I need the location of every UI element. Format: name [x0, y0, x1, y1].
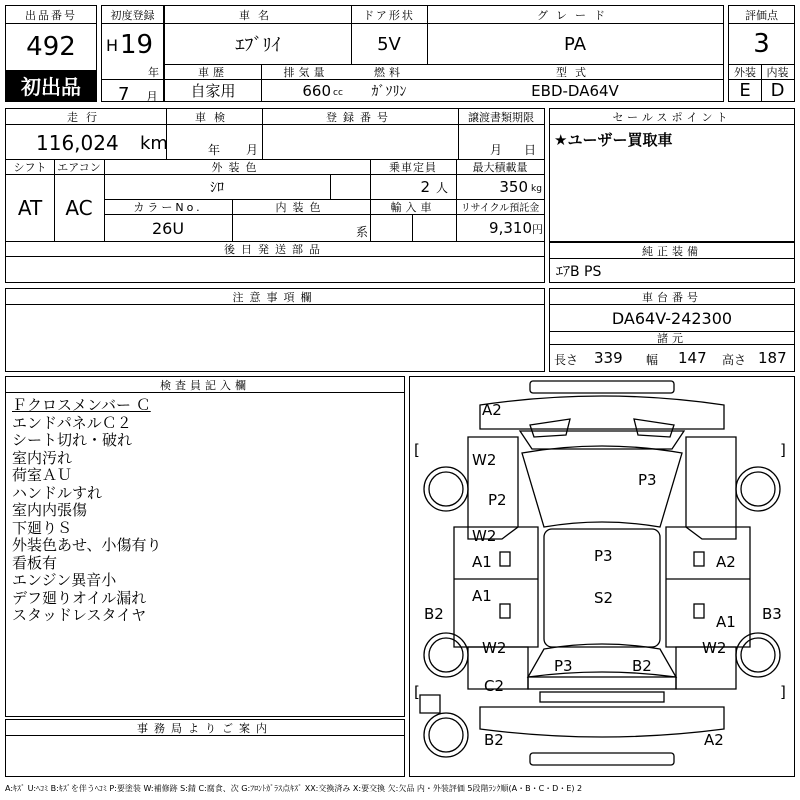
transfer-header: 譲渡書類期限	[458, 109, 544, 125]
mark-c2: C2	[484, 677, 505, 695]
right-handle-2	[694, 604, 704, 618]
inspector-line: 室内汚れ	[12, 448, 73, 467]
capacity-unit: 人	[436, 180, 449, 195]
mark-b2-bl: B2	[484, 731, 504, 749]
registration-year: 19	[120, 30, 154, 60]
office-header: 事務局よりご案内	[6, 720, 404, 736]
office-block	[5, 719, 405, 777]
rear-bumper	[480, 707, 724, 737]
lot-header: 出品番号	[6, 6, 96, 24]
width-label: 幅	[646, 353, 659, 367]
mark-p2: P2	[488, 491, 507, 509]
sales-point-text: ★ユーザー買取車	[554, 131, 673, 149]
inspector-line: デフ廻りオイル漏れ	[12, 588, 147, 607]
mirror-left	[420, 695, 440, 713]
mark-p3-hood: P3	[638, 471, 657, 489]
wheel-rear-right	[736, 633, 780, 677]
notes-header: 注意事項欄	[6, 289, 544, 305]
inspector-line: 室内内張傷	[12, 501, 88, 519]
fuel: ｶﾞｿﾘﾝ	[371, 83, 407, 100]
car-diagram	[409, 376, 795, 777]
inspector-line: エンドパネルＣ２	[12, 413, 132, 432]
rear-window	[528, 644, 676, 677]
lot-block	[5, 5, 97, 102]
grade-header: グレード	[427, 6, 723, 24]
grade: PA	[563, 33, 587, 55]
mark-w2-l: W2	[472, 527, 497, 545]
displacement-header: 排気量	[261, 64, 351, 80]
rating: 3	[753, 29, 770, 59]
legend: A:ｷｽﾞ U:ﾍｺﾐ B:ｷｽﾞを伴うﾍｺﾐ P:要塗装 W:補修跡 S:錆 C:腐食、次 G:ﾌﾛﾝﾄｶﾞﾗｽ点ｷｽﾞ XX:交換済み X:要交換 欠:欠品 内・外装評価 5段階ﾗﾝｸ順(A・B・C・D・E) 2	[5, 783, 583, 793]
mark-w2-rl: W2	[482, 639, 507, 657]
recycle: 9,310	[489, 219, 532, 237]
rear-gate	[528, 677, 676, 689]
mileage: 116,024	[36, 131, 119, 155]
mark-a1-l1: A1	[472, 553, 492, 571]
transfer-day-unit: 日	[524, 143, 537, 157]
capacity: 2	[420, 178, 430, 196]
inspector-line: 外装色あせ、小傷有り	[12, 536, 162, 554]
details-block	[5, 108, 545, 283]
registration-era: H	[106, 36, 119, 55]
wheel-front-left-inner	[429, 472, 463, 506]
inspection-header: 車検	[166, 109, 262, 125]
chassis-block	[549, 288, 795, 372]
mark-b3-r: B3	[762, 605, 782, 623]
mark-b2-rear: B2	[632, 657, 652, 675]
left-side-panel	[454, 527, 538, 647]
wheel-front-right	[736, 467, 780, 511]
mark-w2-fl: W2	[472, 451, 497, 469]
ac: AC	[65, 196, 93, 220]
exterior-header: 外装	[729, 64, 761, 80]
mark-w2-rr: W2	[702, 639, 727, 657]
load: 350	[499, 178, 528, 196]
sales-point-header: セールスポイント	[550, 109, 794, 125]
registration-month-unit: 月	[146, 90, 159, 104]
car-diagram-svg	[410, 377, 794, 776]
recycle-header: リサイクル預託金	[456, 199, 544, 215]
displacement: 660	[302, 81, 331, 100]
interior-color-header: 内装色	[232, 199, 370, 215]
color-no-header: カラーNo.	[104, 199, 232, 215]
chassis-number: DA64V-242300	[611, 308, 733, 328]
inspector-line: 下廻りＳ	[12, 518, 73, 537]
rating-header: 評価点	[729, 6, 794, 24]
inspector-line: Ｆクロスメンバー Ｃ	[12, 396, 151, 414]
interior-header: 内装	[761, 64, 794, 80]
mark-a2-br: A2	[704, 731, 724, 749]
rating-block	[728, 5, 795, 102]
door-type: 5V	[377, 33, 401, 55]
registration-month: 7	[118, 84, 130, 105]
inspector-line: エンジン異音小	[12, 571, 117, 589]
recycle-unit: 円	[532, 223, 543, 236]
bracket-right-top: ]	[780, 441, 786, 459]
inspection-year-unit: 年	[208, 143, 221, 157]
interior-grade: D	[770, 80, 785, 101]
mark-b2-l: B2	[424, 605, 444, 623]
front-bumper-top	[530, 381, 674, 393]
inspector-line: 看板有	[12, 553, 58, 572]
mileage-header: 走行	[6, 109, 166, 125]
import-header: 輸入車	[370, 199, 456, 215]
headlight-left	[530, 419, 570, 437]
door-header: ドア形状	[351, 6, 427, 24]
registration-year-unit: 年	[148, 66, 159, 79]
windshield	[522, 446, 682, 527]
rear-bumper-inner	[540, 692, 664, 702]
bracket-left-bottom: [	[414, 683, 420, 701]
left-handle-2	[500, 604, 510, 618]
equipment-block	[549, 242, 795, 283]
inspection-month-unit: 月	[246, 143, 259, 157]
color-header: 外装色	[104, 159, 370, 175]
model-header: 型式	[427, 64, 723, 80]
displacement-unit: cc	[333, 87, 343, 98]
mileage-unit: km	[140, 132, 168, 154]
sales-point-block	[549, 108, 795, 242]
right-side-panel	[666, 527, 750, 647]
equipment-text: ｴｱB PS	[556, 264, 602, 280]
name-header: 車名	[165, 6, 351, 24]
inspector-line: シート切れ・破れ	[12, 431, 133, 449]
inspector-header: 検査員記入欄	[6, 377, 404, 393]
spare-wheel-inner	[429, 718, 463, 752]
left-handle-1	[500, 552, 510, 566]
right-handle-1	[694, 552, 704, 566]
wheel-rear-right-inner	[741, 638, 775, 672]
bracket-right-bottom: ]	[780, 683, 786, 701]
front-bumper	[480, 396, 724, 429]
mark-a2-top: A2	[482, 401, 502, 419]
vehicle-block	[164, 5, 724, 102]
fuel-header: 燃料	[351, 64, 427, 80]
inspector-line: スタッドレスタイヤ	[12, 606, 147, 624]
shift: AT	[17, 196, 43, 220]
height: 187	[758, 349, 787, 367]
model: EBD-DA64V	[531, 81, 619, 100]
bracket-left-top: [	[414, 441, 420, 459]
mark-s2: S2	[594, 589, 614, 607]
right-front-fender	[686, 437, 736, 539]
headlight-right	[634, 419, 674, 437]
mark-p3-roof: P3	[594, 547, 613, 565]
first-listing-badge: 初出品	[6, 70, 96, 101]
length: 339	[594, 349, 623, 367]
wheel-rear-left-inner	[429, 638, 463, 672]
ac-header: エアコン	[54, 159, 104, 175]
mark-a1-l2: A1	[472, 587, 492, 605]
capacity-header: 乗車定員	[370, 159, 456, 175]
spare-wheel	[424, 713, 468, 757]
lot-number: 492	[26, 32, 76, 62]
registration-header: 初度登録	[102, 6, 163, 24]
registration-block	[101, 5, 164, 105]
color: ｼﾛ	[210, 180, 224, 196]
equipment-header: 純正装備	[550, 243, 794, 259]
later-parts-header: 後日発送部品	[6, 241, 544, 257]
mark-p3-rear: P3	[554, 657, 573, 675]
shift-header: シフト	[6, 159, 54, 175]
load-header: 最大積載量	[456, 159, 544, 175]
history: 自家用	[190, 82, 236, 100]
interior-color-unit: 系	[356, 225, 369, 239]
inspector-line: 荷室ＡＵ	[12, 466, 73, 484]
regno-header: 登録番号	[262, 109, 458, 125]
color-no: 26U	[151, 218, 185, 238]
specs-header: 諸元	[550, 331, 794, 345]
mark-a2-r: A2	[716, 553, 736, 571]
transfer-month-unit: 月	[490, 143, 503, 157]
load-unit: kg	[531, 184, 542, 194]
inspector-line: ハンドルすれ	[12, 483, 103, 502]
exterior-grade: E	[739, 80, 751, 101]
width: 147	[678, 349, 707, 367]
inspector-block	[5, 376, 405, 717]
length-label: 長さ	[554, 353, 579, 367]
wheel-rear-left	[424, 633, 468, 677]
wheel-front-right-inner	[741, 472, 775, 506]
inspector-lines	[12, 397, 402, 625]
chassis-header: 車台番号	[550, 289, 794, 305]
notes-block	[5, 288, 545, 372]
rear-bumper-bottom	[530, 753, 674, 765]
mark-a1-r: A1	[716, 613, 736, 631]
wheel-front-left	[424, 467, 468, 511]
history-header: 車歴	[165, 64, 261, 80]
height-label: 高さ	[722, 353, 747, 367]
vehicle-name: ｴﾌﾞﾘｲ	[235, 35, 281, 56]
